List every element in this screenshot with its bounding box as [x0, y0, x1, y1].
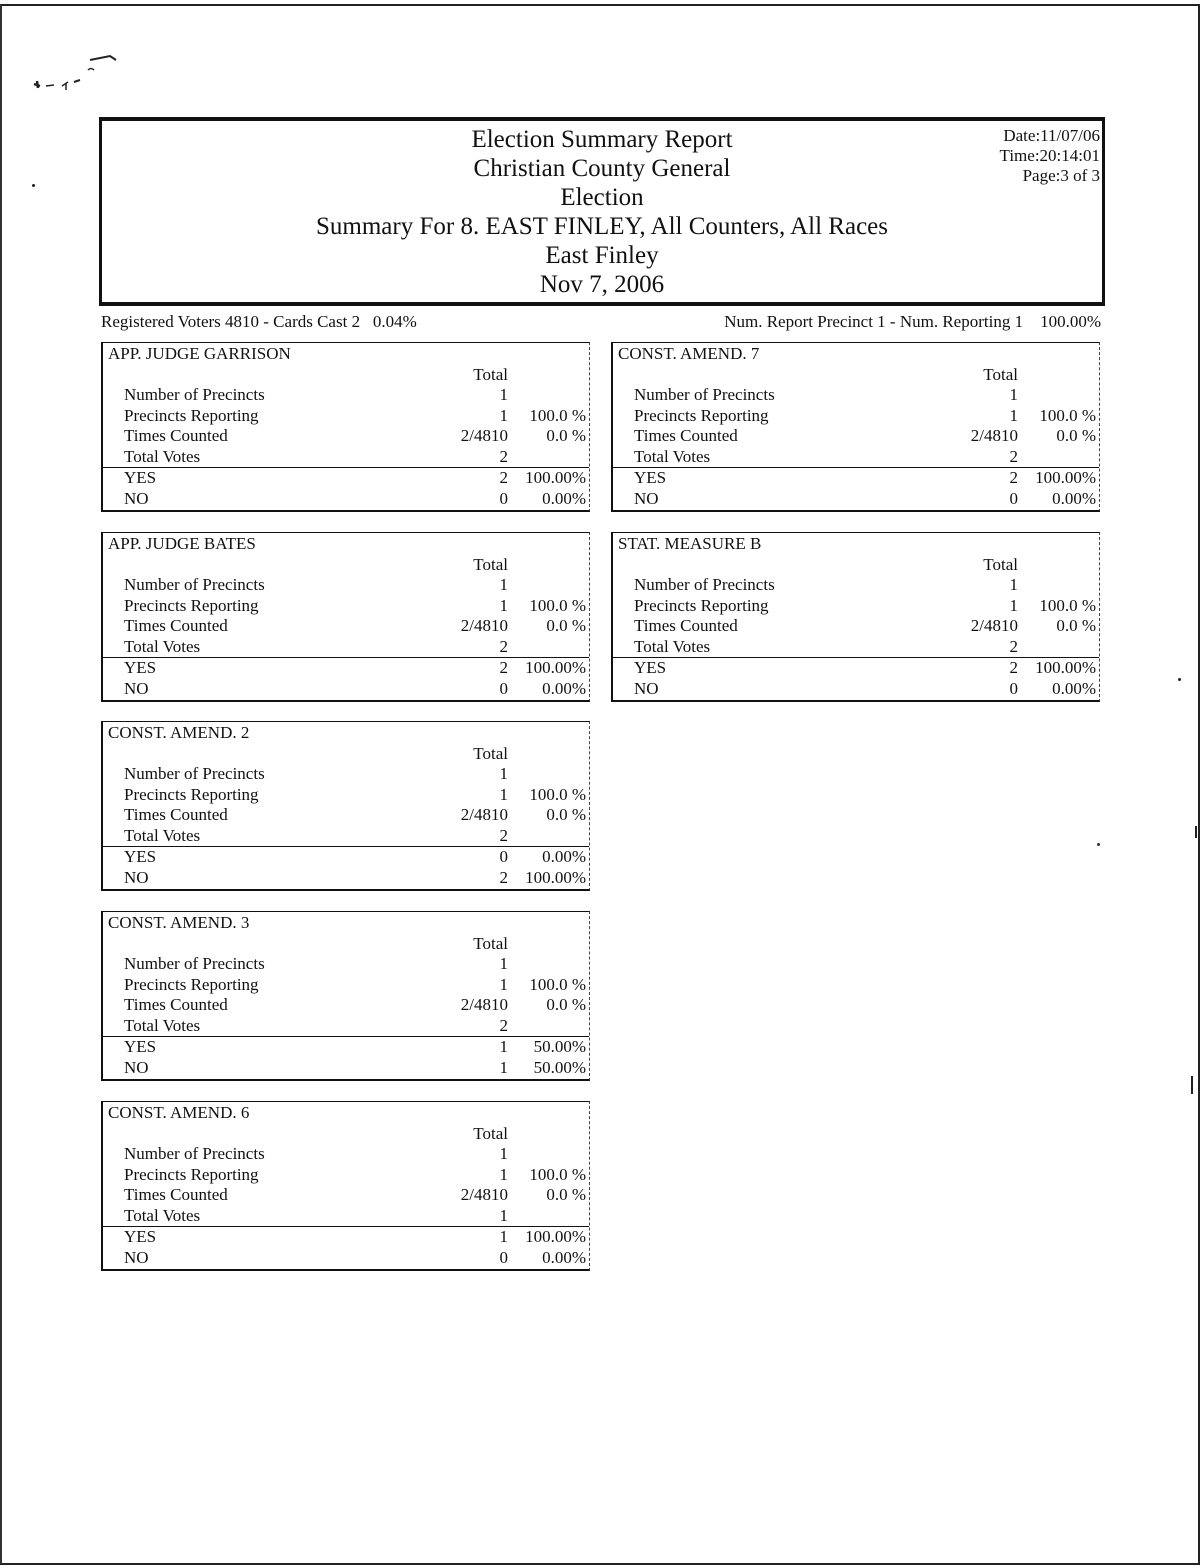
precincts-reporting-percent: 100.0 % [529, 1164, 586, 1184]
report-header [99, 117, 1105, 306]
total-votes-value: 2 [1009, 446, 1018, 466]
precincts-reporting-label: Precincts Reporting [634, 595, 769, 615]
scan-dot [32, 184, 35, 187]
scan-specks [30, 48, 140, 98]
precincts-reporting-row [103, 1165, 589, 1186]
times-counted-label: Times Counted [124, 805, 228, 824]
choice-label: YES [124, 1227, 157, 1246]
precincts-reporting-row [103, 975, 589, 996]
times-counted-percent: 0.0 % [546, 616, 586, 635]
report-date: Date:11/07/06 [1003, 126, 1100, 145]
race-title: CONST. AMEND. 6 [108, 1103, 250, 1122]
scan-dot [1097, 843, 1100, 846]
race-stats [103, 1144, 589, 1226]
number-of-precincts-value: 1 [499, 385, 508, 404]
choice-votes: 0 [1009, 678, 1018, 698]
choice-percent: 0.00% [542, 847, 586, 866]
choice-votes: 0 [1009, 488, 1018, 508]
times-counted-row [103, 995, 589, 1016]
scan-edge-bottom [0, 1563, 1200, 1565]
total-column-header: Total [473, 365, 508, 384]
choice-votes: 0 [499, 1247, 508, 1267]
choice-row [613, 489, 1099, 510]
race-box [101, 721, 590, 891]
times-counted-row [103, 805, 589, 826]
choice-row [103, 679, 589, 700]
page-number: Page:3 of 3 [1022, 166, 1100, 185]
choice-label: YES [124, 847, 157, 866]
total-votes-row [103, 447, 589, 468]
choice-row [103, 489, 589, 510]
number-of-precincts-label: Number of Precincts [124, 385, 265, 404]
precincts-reporting-percent: 100.0 % [529, 974, 586, 994]
choice-votes: 0 [499, 678, 508, 698]
times-counted-row [103, 426, 589, 447]
number-of-precincts-row [613, 385, 1099, 406]
precincts-reporting-label: Precincts Reporting [124, 405, 259, 425]
race-box [101, 342, 590, 512]
race-choices [103, 846, 589, 888]
precincts-reporting-value: 1 [499, 595, 508, 615]
race-box [101, 911, 590, 1081]
choice-label: NO [634, 488, 659, 508]
summary-scope: Summary For 8. EAST FINLEY, All Counters, All Races [316, 213, 888, 240]
choice-votes: 2 [1009, 468, 1018, 487]
race-choices [613, 467, 1099, 509]
precincts-reporting-percent: 100.0 % [1039, 405, 1096, 425]
times-counted-row [613, 426, 1099, 447]
election-date: Nov 7, 2006 [539, 271, 665, 298]
race-box [611, 532, 1100, 702]
total-votes-label: Total Votes [634, 446, 711, 466]
total-votes-row [613, 637, 1099, 658]
number-of-precincts-label: Number of Precincts [124, 1144, 265, 1163]
choice-votes: 1 [499, 1037, 508, 1056]
choice-percent: 100.00% [525, 1227, 586, 1246]
total-column-header: Total [473, 555, 508, 574]
times-counted-percent: 0.0 % [1056, 616, 1096, 635]
total-votes-row [103, 637, 589, 658]
times-counted-row [613, 616, 1099, 637]
times-counted-value: 2/4810 [460, 426, 508, 445]
total-votes-row [103, 826, 589, 847]
election-name-line-2: Election [560, 184, 644, 211]
race-stats [103, 575, 589, 657]
precincts-reporting-value: 1 [499, 1164, 508, 1184]
precinct-reporting-summary: Num. Report Precinct 1 - Num. Reporting 1 100.00% [724, 312, 1101, 331]
choice-percent: 100.00% [525, 468, 586, 487]
number-of-precincts-value: 1 [499, 575, 508, 594]
choice-percent: 50.00% [533, 1037, 586, 1056]
total-votes-label: Total Votes [124, 1205, 201, 1225]
scan-edge-left [0, 4, 2, 1564]
choice-votes: 2 [499, 867, 508, 887]
number-of-precincts-value: 1 [499, 1144, 508, 1163]
number-of-precincts-row [103, 1144, 589, 1165]
choice-row [103, 868, 589, 889]
times-counted-percent: 0.0 % [546, 426, 586, 445]
times-counted-label: Times Counted [124, 1185, 228, 1204]
number-of-precincts-row [103, 954, 589, 975]
number-of-precincts-row [103, 764, 589, 785]
total-votes-label: Total Votes [634, 636, 711, 656]
choice-row [613, 679, 1099, 700]
choice-percent: 0.00% [542, 1247, 586, 1267]
total-votes-label: Total Votes [124, 1015, 201, 1035]
times-counted-percent: 0.0 % [546, 805, 586, 824]
total-votes-value: 1 [499, 1205, 508, 1225]
choice-votes: 0 [499, 488, 508, 508]
scan-dot [1178, 678, 1181, 681]
choice-row [613, 468, 1099, 489]
precincts-reporting-value: 1 [499, 784, 508, 804]
race-box [101, 532, 590, 702]
choice-label: NO [124, 678, 149, 698]
times-counted-percent: 0.0 % [546, 1185, 586, 1204]
scan-edge-top [0, 4, 1200, 6]
total-column-header: Total [983, 365, 1018, 384]
race-title: CONST. AMEND. 7 [618, 344, 760, 363]
times-counted-value: 2/4810 [460, 1185, 508, 1204]
choice-percent: 0.00% [542, 678, 586, 698]
choice-row [103, 1037, 589, 1058]
precincts-reporting-value: 1 [499, 974, 508, 994]
times-counted-row [103, 1185, 589, 1206]
choice-label: NO [124, 867, 149, 887]
race-title: CONST. AMEND. 2 [108, 723, 250, 742]
precincts-reporting-row [103, 785, 589, 806]
times-counted-value: 2/4810 [460, 995, 508, 1014]
total-votes-label: Total Votes [124, 825, 201, 845]
precincts-reporting-value: 1 [1009, 595, 1018, 615]
choice-label: NO [124, 1057, 149, 1077]
total-votes-row [103, 1206, 589, 1227]
total-votes-row [613, 447, 1099, 468]
times-counted-value: 2/4810 [970, 426, 1018, 445]
precincts-reporting-label: Precincts Reporting [124, 974, 259, 994]
race-stats [103, 385, 589, 467]
choice-percent: 50.00% [533, 1057, 586, 1077]
total-votes-value: 2 [1009, 636, 1018, 656]
choice-votes: 2 [499, 468, 508, 487]
total-votes-value: 2 [499, 825, 508, 845]
race-box [101, 1101, 590, 1271]
precinct-name: East Finley [545, 242, 659, 269]
choice-row [103, 658, 589, 679]
times-counted-value: 2/4810 [970, 616, 1018, 635]
total-votes-value: 2 [499, 1015, 508, 1035]
total-column-header: Total [473, 934, 508, 953]
times-counted-value: 2/4810 [460, 616, 508, 635]
number-of-precincts-label: Number of Precincts [124, 764, 265, 783]
number-of-precincts-label: Number of Precincts [634, 575, 775, 594]
choice-label: NO [124, 488, 149, 508]
choice-percent: 100.00% [525, 867, 586, 887]
race-box [611, 342, 1100, 512]
choice-row [103, 1227, 589, 1248]
times-counted-value: 2/4810 [460, 805, 508, 824]
choice-label: YES [124, 1037, 157, 1056]
scan-tick [1191, 1076, 1193, 1094]
election-name-line-1: Christian County General [473, 155, 731, 182]
scan-tick [1195, 826, 1197, 838]
choice-label: YES [634, 468, 667, 487]
precincts-reporting-percent: 100.0 % [529, 784, 586, 804]
choice-percent: 0.00% [542, 488, 586, 508]
choice-row [103, 1248, 589, 1269]
choice-row [613, 658, 1099, 679]
times-counted-label: Times Counted [634, 616, 738, 635]
report-title: Election Summary Report [471, 126, 733, 153]
total-votes-value: 2 [499, 636, 508, 656]
precincts-reporting-label: Precincts Reporting [124, 1164, 259, 1184]
race-stats [613, 385, 1099, 467]
precincts-reporting-label: Precincts Reporting [124, 784, 259, 804]
choice-votes: 2 [499, 658, 508, 677]
precincts-reporting-label: Precincts Reporting [634, 405, 769, 425]
number-of-precincts-label: Number of Precincts [124, 575, 265, 594]
precincts-reporting-value: 1 [499, 405, 508, 425]
choice-percent: 100.00% [525, 658, 586, 677]
precincts-reporting-row [613, 406, 1099, 427]
precincts-reporting-percent: 100.0 % [529, 405, 586, 425]
total-column-header: Total [473, 1124, 508, 1143]
race-title: STAT. MEASURE B [618, 534, 762, 553]
choice-row [103, 847, 589, 868]
precincts-reporting-row [103, 406, 589, 427]
choice-votes: 1 [499, 1227, 508, 1246]
total-column-header: Total [473, 744, 508, 763]
times-counted-label: Times Counted [124, 616, 228, 635]
race-choices [103, 1036, 589, 1078]
report-time: Time:20:14:01 [999, 146, 1100, 165]
choice-percent: 0.00% [1052, 678, 1096, 698]
choice-row [103, 468, 589, 489]
choice-percent: 100.00% [1035, 658, 1096, 677]
race-stats [613, 575, 1099, 657]
choice-percent: 100.00% [1035, 468, 1096, 487]
number-of-precincts-row [613, 575, 1099, 596]
times-counted-label: Times Counted [634, 426, 738, 445]
total-votes-value: 2 [499, 446, 508, 466]
total-votes-label: Total Votes [124, 636, 201, 656]
race-choices [103, 1226, 589, 1268]
race-title: CONST. AMEND. 3 [108, 913, 250, 932]
number-of-precincts-label: Number of Precincts [634, 385, 775, 404]
registered-voters-summary: Registered Voters 4810 - Cards Cast 2 0.04% [101, 312, 417, 331]
precincts-reporting-value: 1 [1009, 405, 1018, 425]
number-of-precincts-row [103, 385, 589, 406]
precincts-reporting-percent: 100.0 % [529, 595, 586, 615]
choice-percent: 0.00% [1052, 488, 1096, 508]
times-counted-label: Times Counted [124, 995, 228, 1014]
number-of-precincts-row [103, 575, 589, 596]
choice-label: NO [124, 1247, 149, 1267]
number-of-precincts-value: 1 [499, 764, 508, 783]
number-of-precincts-label: Number of Precincts [124, 954, 265, 973]
times-counted-percent: 0.0 % [546, 995, 586, 1014]
choice-label: YES [634, 658, 667, 677]
choice-label: NO [634, 678, 659, 698]
precincts-reporting-row [103, 596, 589, 617]
total-column-header: Total [983, 555, 1018, 574]
precincts-reporting-row [613, 596, 1099, 617]
total-votes-row [103, 1016, 589, 1037]
choice-votes: 2 [1009, 658, 1018, 677]
choice-label: YES [124, 468, 157, 487]
times-counted-label: Times Counted [124, 426, 228, 445]
report-meta [1000, 126, 1100, 186]
number-of-precincts-value: 1 [499, 954, 508, 973]
race-choices [103, 657, 589, 699]
race-title: APP. JUDGE BATES [108, 534, 256, 553]
race-stats [103, 764, 589, 846]
race-title: APP. JUDGE GARRISON [108, 344, 291, 363]
choice-votes: 0 [499, 847, 508, 866]
times-counted-row [103, 616, 589, 637]
race-choices [103, 467, 589, 509]
precincts-reporting-label: Precincts Reporting [124, 595, 259, 615]
report-title-block [102, 125, 1102, 299]
choice-label: YES [124, 658, 157, 677]
choice-votes: 1 [499, 1057, 508, 1077]
precincts-reporting-percent: 100.0 % [1039, 595, 1096, 615]
choice-row [103, 1058, 589, 1079]
times-counted-percent: 0.0 % [1056, 426, 1096, 445]
number-of-precincts-value: 1 [1009, 575, 1018, 594]
race-stats [103, 954, 589, 1036]
race-choices [613, 657, 1099, 699]
total-votes-label: Total Votes [124, 446, 201, 466]
number-of-precincts-value: 1 [1009, 385, 1018, 404]
